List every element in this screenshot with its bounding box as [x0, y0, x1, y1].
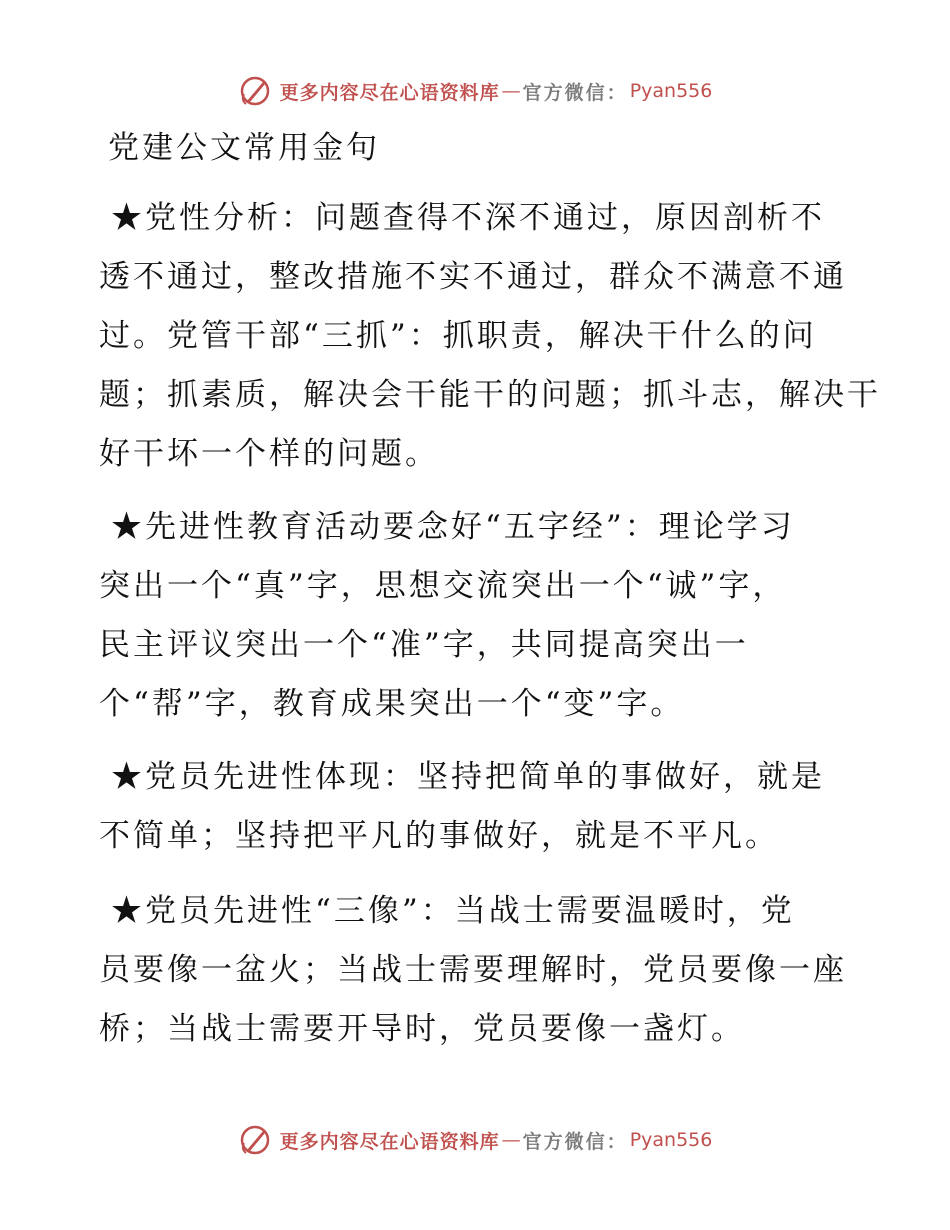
paragraph: [99, 189, 881, 484]
text-line: 透不通过，整改措施不实不通过，群众不满意不通: [99, 259, 847, 295]
document-title: 党建公文常用金句: [108, 130, 380, 166]
quill-logo-icon: [238, 74, 272, 108]
text-line: 桥；当战士需要开导时，党员要像一盏灯。: [99, 1011, 745, 1047]
banner-handle: Pyan556: [629, 1129, 713, 1151]
paragraph: [99, 882, 859, 1059]
text-line: 突出一个“真”字，思想交流突出一个“诚”字，: [99, 568, 787, 604]
banner-text: 更多内容尽在心语资料库: [279, 81, 500, 104]
footer-banner: [0, 1120, 950, 1160]
text-line: 个“帮”字，教育成果突出一个“变”字。: [99, 686, 685, 722]
banner-dash: —: [501, 1129, 521, 1151]
banner-subtext: 官方微信：: [522, 81, 628, 104]
header-banner: [0, 71, 950, 111]
text-line: 好干坏一个样的问题。: [99, 436, 439, 472]
text-line: 过。党管干部“三抓”：抓职责，解决干什么的问: [99, 318, 817, 354]
paragraph: [99, 748, 859, 866]
banner-handle: Pyan556: [629, 80, 713, 102]
text-line: 员要像一盆火；当战士需要理解时，党员要像一座: [99, 952, 847, 988]
banner-subtext: 官方微信：: [522, 1130, 628, 1153]
text-line: ★党性分析：问题查得不深不通过，原因剖析不: [111, 200, 825, 236]
banner-text: 更多内容尽在心语资料库: [279, 1130, 500, 1153]
paragraph: [99, 498, 859, 734]
text-line: 不简单；坚持把平凡的事做好，就是不平凡。: [99, 818, 779, 854]
text-line: ★党员先进性体现：坚持把简单的事做好，就是: [111, 759, 825, 795]
text-line: ★党员先进性“三像”：当战士需要温暖时，党: [111, 893, 795, 929]
text-line: 民主评议突出一个“准”字，共同提高突出一: [99, 627, 749, 663]
text-line: ★先进性教育活动要念好“五字经”：理论学习: [111, 509, 795, 545]
quill-logo-icon: [238, 1123, 272, 1157]
text-line: 题；抓素质，解决会干能干的问题；抓斗志，解决干: [99, 377, 881, 413]
banner-dash: —: [501, 80, 521, 102]
